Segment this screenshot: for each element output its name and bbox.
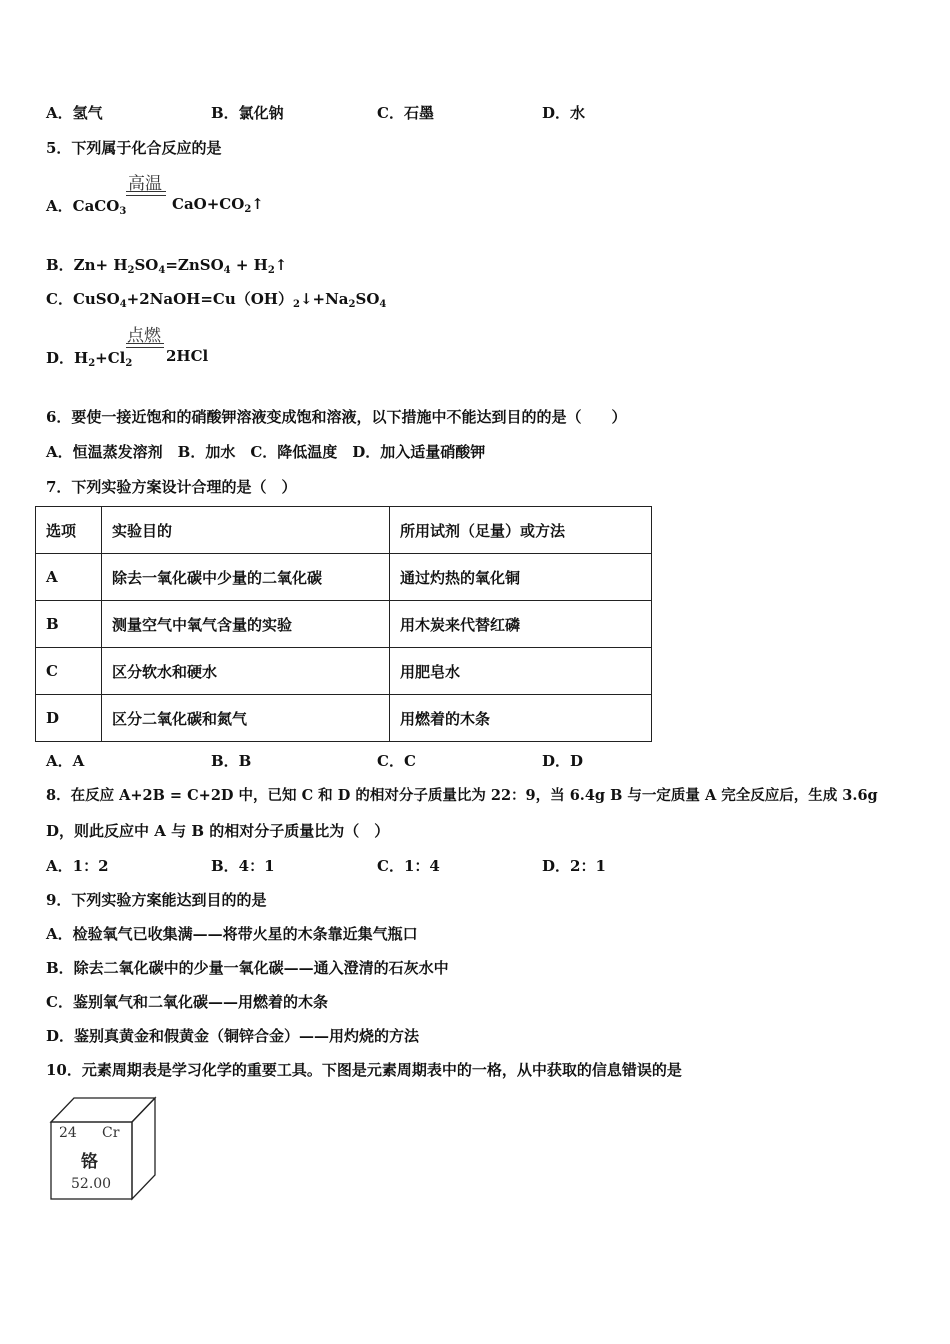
element-cell-figure xyxy=(48,1095,158,1201)
q9-option-d: D．鉴别真黄金和假黄金（铜锌合金）——用灼烧的方法 xyxy=(46,1027,420,1045)
q7-option-c: C．C xyxy=(377,752,416,770)
element-name: 铬 xyxy=(81,1152,98,1172)
q5-stem: 5．下列属于化合反应的是 xyxy=(46,139,222,157)
table-cell: 除去一氧化碳中少量的二氧化碳 xyxy=(102,554,390,601)
q4-option-b: B．氯化钠 xyxy=(211,104,284,122)
table-cell: 测量空气中氧气含量的实验 xyxy=(102,601,390,648)
table-cell: 用燃着的木条 xyxy=(390,695,652,742)
q5-d-condition: 点燃 xyxy=(127,326,161,346)
q6-options: A．恒温蒸发溶剂 B．加水 C．降低温度 D．加入适量硝酸钾 xyxy=(46,443,486,461)
q4-option-d: D．水 xyxy=(542,104,586,122)
q5-option-d: D．$H_2+Cl_2$ xyxy=(46,349,133,369)
q8-option-a: A．1：2 xyxy=(46,857,109,875)
table-header: 选项 xyxy=(36,507,102,554)
table-cell: C xyxy=(36,648,102,695)
q5-option-a: A．CaCO$_3$ xyxy=(46,197,127,217)
table-cell: 区分软水和硬水 xyxy=(102,648,390,695)
q7-option-a: A．A xyxy=(46,752,85,770)
q7-stem: 7．下列实验方案设计合理的是（ ） xyxy=(46,478,297,496)
q5-a-condition: 高温 xyxy=(128,174,162,194)
table-row xyxy=(36,648,652,695)
q4-option-a: A．氢气 xyxy=(46,104,103,122)
q8-option-b: B．4：1 xyxy=(211,857,275,875)
q9-option-a: A．检验氧气已收集满——将带火星的木条靠近集气瓶口 xyxy=(46,925,418,943)
q7-table xyxy=(35,506,652,742)
table-header: 所用试剂（足量）或方法 xyxy=(390,507,652,554)
q8-option-d: D．2：1 xyxy=(542,857,606,875)
table-row xyxy=(36,601,652,648)
q7-option-d: D．D xyxy=(542,752,584,770)
table-cell: 用木炭来代替红磷 xyxy=(390,601,652,648)
q8-option-c: C．1：4 xyxy=(377,857,440,875)
q5-d-equals-sign xyxy=(126,343,164,348)
q5-option-c: C．$CuSO_4+2NaOH=Cu(OH)_2↓+Na_2SO_4$ xyxy=(46,290,387,310)
element-atomic-mass: 52.00 xyxy=(71,1176,112,1192)
q5-d-product: 2HCl xyxy=(166,347,209,365)
q5-option-b: B．$Zn+ H_2SO_4=ZnSO_4$ + $H_2↑$ xyxy=(46,256,288,276)
element-symbol: Cr xyxy=(102,1125,120,1141)
element-atomic-number: 24 xyxy=(59,1125,77,1141)
table-header-row xyxy=(36,507,652,554)
table-cell: 区分二氧化碳和氮气 xyxy=(102,695,390,742)
q9-option-b: B．除去二氧化碳中的少量一氧化碳——通入澄清的石灰水中 xyxy=(46,959,449,977)
q6-stem: 6．要使一接近饱和的硝酸钾溶液变成饱和溶液，以下措施中不能达到目的的是（ ） xyxy=(46,408,627,426)
table-header: 实验目的 xyxy=(102,507,390,554)
table-cell: A xyxy=(36,554,102,601)
table-cell: D xyxy=(36,695,102,742)
table-row xyxy=(36,554,652,601)
q5-a-equals-sign xyxy=(126,191,166,196)
table-cell: 通过灼热的氧化铜 xyxy=(390,554,652,601)
q8-stem-line2: D，则此反应中 A 与 B 的相对分子质量比为（ ） xyxy=(46,822,390,840)
q8-stem-line1: 8．在反应 A+2B = C+2D 中，已知 C 和 D 的相对分子质量比为 22：9，当 6.4g B 与一定质量 A 完全反应后，生成 3.6g xyxy=(46,787,878,804)
table-cell: 用肥皂水 xyxy=(390,648,652,695)
q9-option-c: C．鉴别氧气和二氧化碳——用燃着的木条 xyxy=(46,993,328,1011)
q4-option-c: C．石墨 xyxy=(377,104,434,122)
q7-option-b: B．B xyxy=(211,752,252,770)
table-cell: B xyxy=(36,601,102,648)
q5-a-product: $CaO+CO_2↑$ xyxy=(172,195,264,215)
q9-stem: 9．下列实验方案能达到目的的是 xyxy=(46,891,267,909)
q10-stem: 10．元素周期表是学习化学的重要工具。下图是元素周期表中的一格，从中获取的信息错误的是 xyxy=(46,1061,682,1079)
table-row xyxy=(36,695,652,742)
